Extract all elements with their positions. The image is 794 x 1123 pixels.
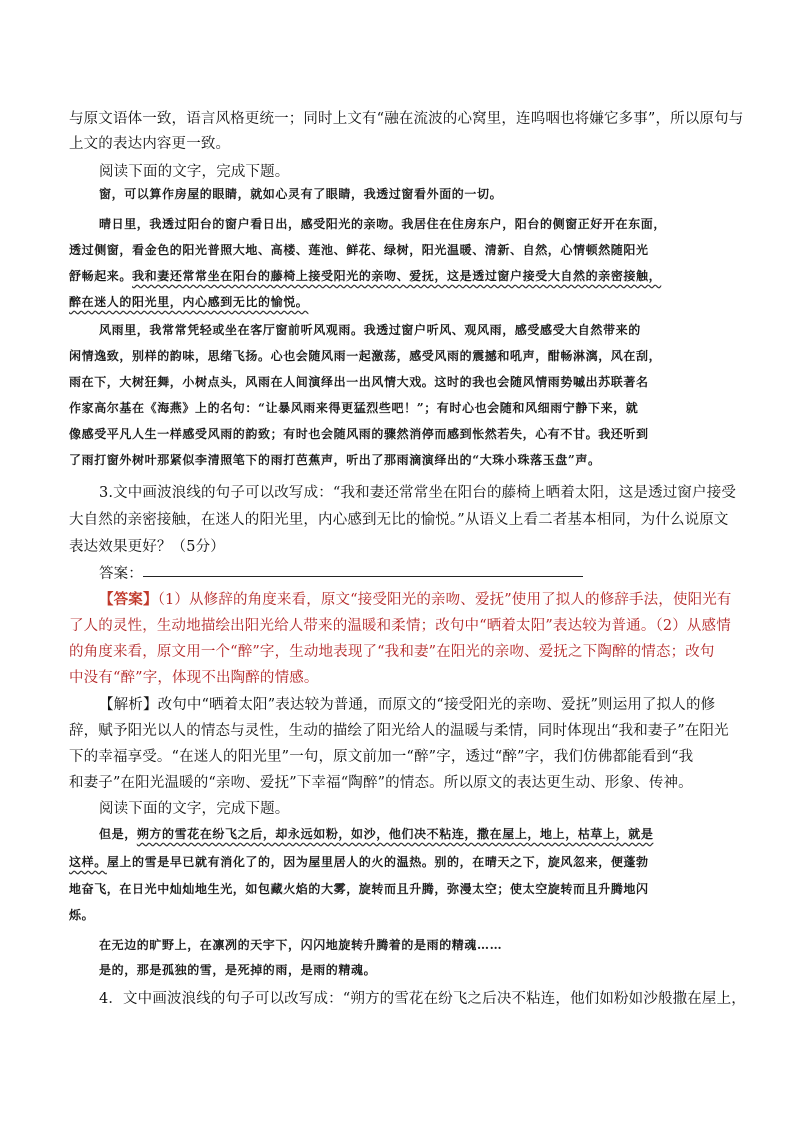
answer-blank[interactable] xyxy=(143,576,583,577)
text-line: 与原文语体一致，语言风格更统一；同时上文有“融在流波的心窝里，连呜咽也将嫌它多事”，所以原句与 xyxy=(69,111,744,127)
answer-label: 答案： xyxy=(99,566,143,582)
wavy-underlined-sentence: 我和妻还常常坐在阳台的藤椅上接受阳光的亲吻、爱抚，这是透过窗户接受大自然的亲密接触， xyxy=(132,269,662,283)
passage-line: 地奋飞，在日光中灿灿地生光，如包藏火焰的大雾，旋转而且升腾，弥漫太空；使太空旋转而且升腾地闪 xyxy=(69,882,649,896)
passage-line: 烁。 xyxy=(69,908,95,922)
analysis-text: 【解析】改句中“晒着太阳”表达较为普通，而原文的“接受阳光的亲吻、爱抚”则运用了拟人的修 xyxy=(99,697,716,713)
passage-text: 但是， xyxy=(99,827,137,841)
wavy-underlined-sentence: 醉在迷人的阳光里，内心感到无比的愉悦。 xyxy=(69,295,309,309)
passage-line: 了雨打窗外树叶那紧似李清照笔下的雨打芭蕉声，听出了那雨滴演绎出的“大珠小珠落玉盘”声。 xyxy=(69,453,601,467)
answer-text: 中没有“醉”字，体现不出陶醉的情感。 xyxy=(69,670,319,686)
passage-line xyxy=(99,825,653,842)
question-3: 表达效果更好？（5分） xyxy=(69,539,225,555)
question-3: 大自然的亲密接触，在迷人的阳光里，内心感到无比的愉悦。”从语义上看二者基本相同，为什么说原文 xyxy=(69,512,729,528)
analysis-text: 和妻子”在阳光温暖的“亲吻、爱抚”下幸福“陶醉”的情态。所以原文的表达更生动、形象、传神。 xyxy=(69,775,693,791)
passage-text: 屋上的雪是早已就有消化了的，因为屋里居人的火的温热。别的，在晴天之下，旋风忽来，便蓬勃 xyxy=(106,855,649,869)
answer-body: （1）从修辞的角度来看，原文“接受阳光的亲吻、爱抚”使用了拟人的修辞手法，使阳光有 xyxy=(157,592,732,608)
question-3: 3.文中画波浪线的句子可以改写成：“我和妻还常常坐在阳台的藤椅上晒着太阳，这是透过窗户接受 xyxy=(99,485,736,501)
question-4: 4．文中画波浪线的句子可以改写成：“朔方的雪花在纷飞之后决不粘连，他们如粉如沙般撒在屋上， xyxy=(99,991,746,1007)
passage-line: 窗，可以算作房屋的眼睛，就如心灵有了眼睛，我透过窗看外面的一切。 xyxy=(99,187,503,201)
passage-line xyxy=(69,267,661,284)
passage-line xyxy=(69,853,649,870)
text-line: 上文的表达内容更一致。 xyxy=(69,136,231,152)
wavy-underlined-sentence: 朔方的雪花在纷飞之后，却永远如粉，如沙，他们决不粘连，撒在屋上，地上，枯草上，就是 xyxy=(136,827,654,841)
answer-text: 的角度来看，原文用一个“醉”字，生动地表现了“我和妻”在阳光的亲吻、爱抚之下陶醉的情态；改句 xyxy=(69,644,715,660)
answer-text: 了人的灵性，生动地描绘出阳光给人带来的温暖和柔情；改句中“晒着太阳”表达较为普通。（2）从感情 xyxy=(69,618,731,634)
wavy-underlined-sentence: 这样。 xyxy=(69,855,107,869)
passage-line: 是的，那是孤独的雪，是死掉的雨，是雨的精魂。 xyxy=(99,963,377,977)
analysis-text: 下的幸福享受。“在迷人的阳光里”一句，原文前加一“醉”字，透过“醉”字，我们仿佛都能看到“我 xyxy=(69,749,694,765)
passage-line: 透过侧窗，看金色的阳光普照大地、高楼、莲池、鲜花、绿树，阳光温暖、清新、自然，心情顿然随阳光 xyxy=(69,243,649,257)
instruction: 阅读下面的文字，完成下题。 xyxy=(99,801,290,817)
passage-line: 风雨里，我常常凭轻或坐在客厅窗前听风观雨。我透过窗户听风、观风雨，感受感受大自然带来的 xyxy=(99,323,641,337)
passage-line: 在无边的旷野上，在凛冽的天宇下，闪闪地旋转升腾着的是雨的精魂…… xyxy=(99,938,503,952)
passage-line: 闲情逸致，别样的韵味，思绪飞扬。心也会随风雨一起激荡，感受风雨的震撼和吼声，酣畅淋漓，风在刮， xyxy=(69,349,662,363)
passage-line: 作家高尔基在《海燕》上的名句：“让暴风雨来得更猛烈些吧！”；有时心也会随和风细雨宁静下来，就 xyxy=(69,401,639,415)
instruction: 阅读下面的文字，完成下题。 xyxy=(99,164,290,180)
answer-tag: 【答案】 xyxy=(99,591,158,608)
passage-line: 像感受平凡人生一样感受风雨的韵致；有时也会随风雨的骤然消停而感到怅然若失，心有不甘。我还听到 xyxy=(69,427,649,441)
analysis-text: 辞，赋予阳光以人的情态与灵性，生动的描绘了阳光给人的温暖与柔情，同时体现出“我和妻子”在阳光 xyxy=(69,723,729,739)
answer-text xyxy=(99,588,732,609)
passage-text: 舒畅起来。 xyxy=(69,269,133,283)
passage-line xyxy=(69,293,308,310)
passage-line: 晴日里，我透过阳台的窗户看日出，感受阳光的亲吻。我居住在住房东户，阳台的侧窗正好开在东面， xyxy=(99,217,667,231)
passage-line: 雨在下，大树狂舞，小树点头，风雨在人间演绎出一出风情大戏。这时的我也会随风情雨势嘁出苏联著名 xyxy=(69,375,649,389)
